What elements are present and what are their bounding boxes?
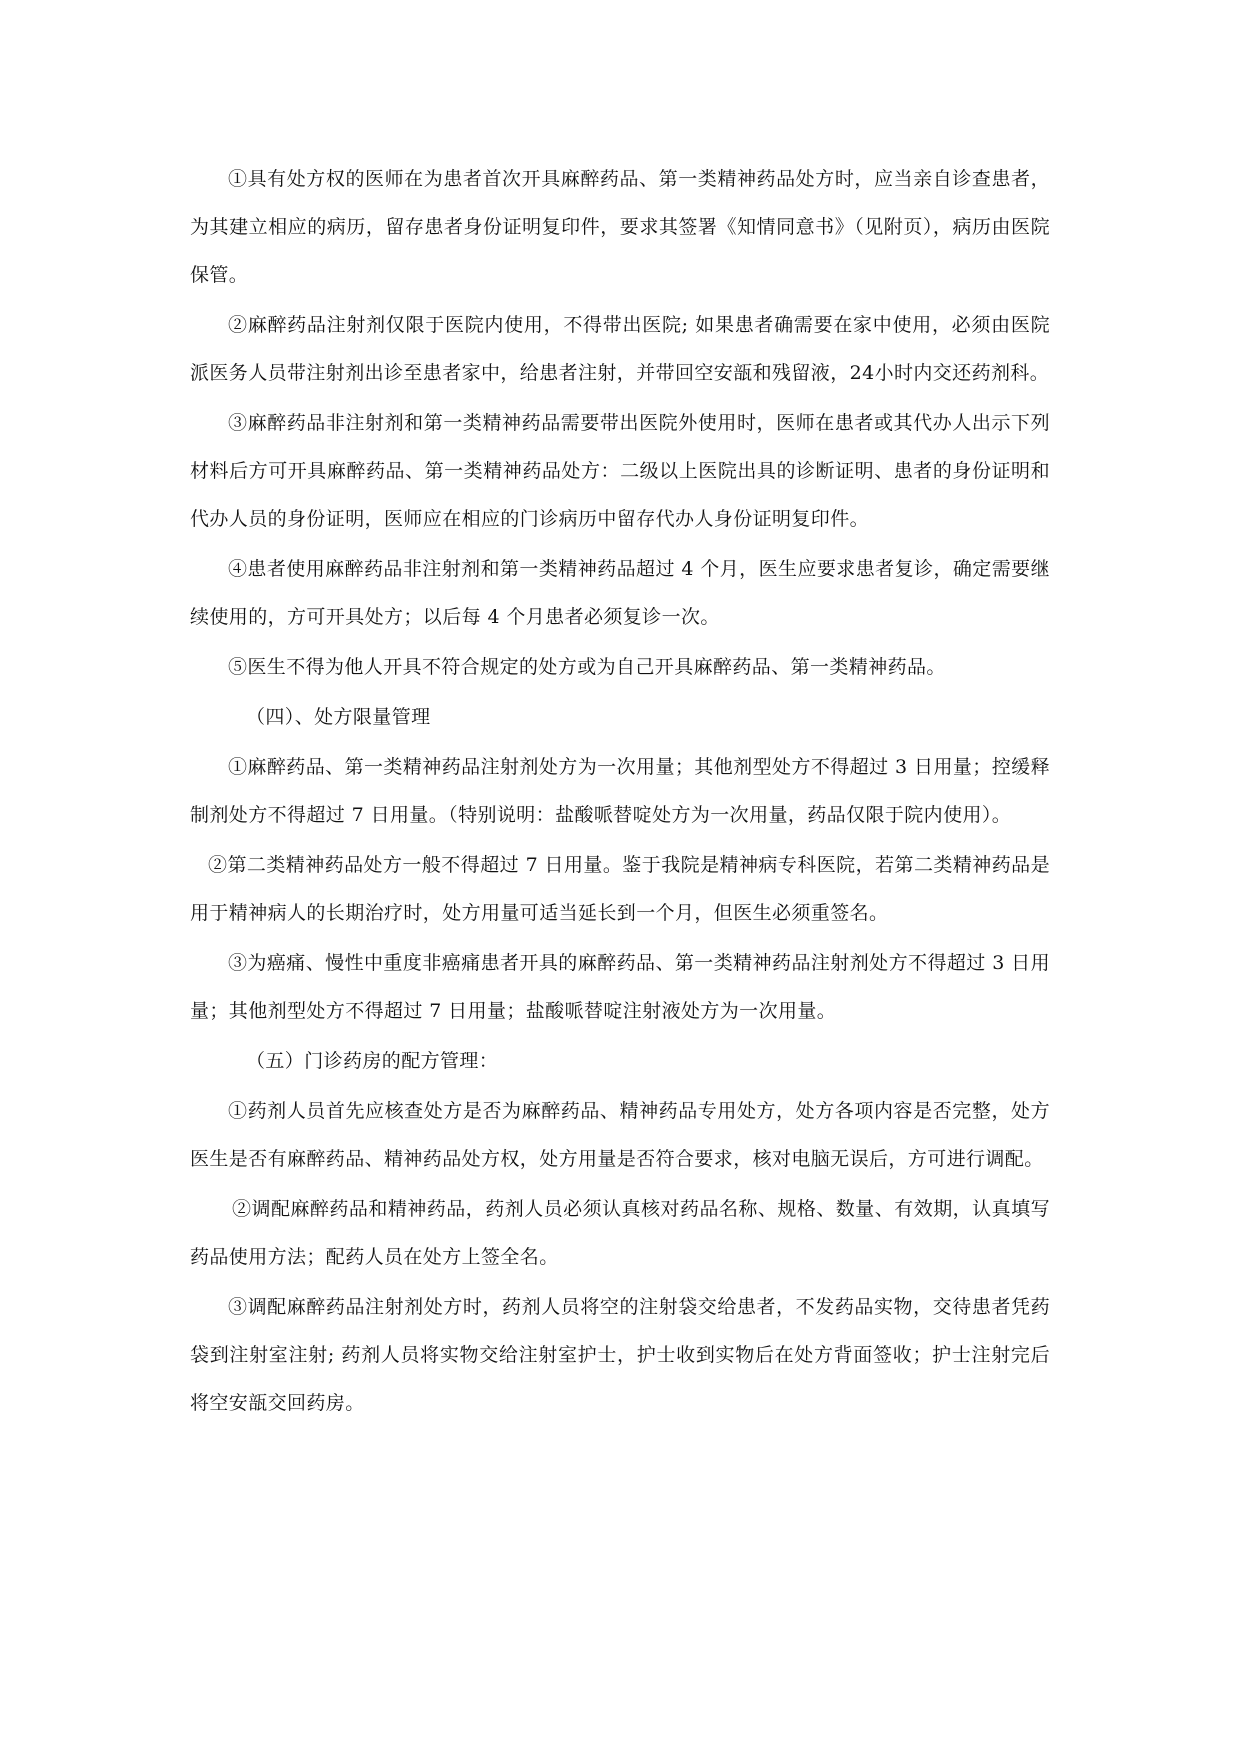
section-heading-pharmacy-dispensing: （五）门诊药房的配方管理：	[246, 1050, 499, 1072]
paragraph-limit-second-class: ②第二类精神药品处方一般不得超过 7 日用量。鉴于我院是精神病专科医院，若第二类精神药品是用于精神病人的长期治疗时，处方用量可适当延长到一个月，但医生必须重签名。	[190, 854, 1050, 924]
paragraph-no-improper-prescription: ⑤医生不得为他人开具不符合规定的处方或为自己开具麻醉药品、第一类精神药品。	[228, 656, 946, 678]
document-body	[190, 155, 1050, 1429]
paragraph-first-prescription-rule: ①具有处方权的医师在为患者首次开具麻醉药品、第一类精神药品处方时，应当亲自诊查患者，为其建立相应的病历，留存患者身份证明复印件，要求其签署《知情同意书》（见附页），病历由医院保管。	[190, 168, 1050, 286]
paragraph-dispensing-verify: ②调配麻醉药品和精神药品，药剂人员必须认真核对药品名称、规格、数量、有效期，认真填写药品使用方法；配药人员在处方上签全名。	[190, 1198, 1050, 1268]
paragraph-four-month-review: ④患者使用麻醉药品非注射剂和第一类精神药品超过 4 个月，医生应要求患者复诊，确定需要继续使用的，方可开具处方；以后每 4 个月患者必须复诊一次。	[190, 558, 1050, 628]
paragraph-injection-hospital-only: ②麻醉药品注射剂仅限于医院内使用，不得带出医院; 如果患者确需要在家中使用，必须由医院派医务人员带注射剂出诊至患者家中，给患者注射，并带回空安瓿和残留液，24小时内交还药剂科。	[190, 314, 1050, 384]
paragraph-limit-cancer-pain: ③为癌痛、慢性中重度非癌痛患者开具的麻醉药品、第一类精神药品注射剂处方不得超过 3 日用量；其他剂型处方不得超过 7 日用量；盐酸哌替啶注射液处方为一次用量。	[190, 952, 1050, 1022]
section-heading-prescription-limits: （四）、处方限量管理	[246, 706, 431, 728]
paragraph-outside-use-materials: ③麻醉药品非注射剂和第一类精神药品需要带出医院外使用时，医师在患者或其代办人出示下列材料后方可开具麻醉药品、第一类精神药品处方：二级以上医院出具的诊断证明、患者的身份证明和代办人员的身份证明，医师应在相应的门诊病历中留存代办人身份证明复印件。	[190, 412, 1050, 530]
paragraph-dispensing-injection: ③调配麻醉药品注射剂处方时，药剂人员将空的注射袋交给患者，不发药品实物，交待患者凭药袋到注射室注射; 药剂人员将实物交给注射室护士，护士收到实物后在处方背面签收；护士注射完后将空安瓿交回药房。	[190, 1296, 1050, 1414]
paragraph-limit-first-class: ①麻醉药品、第一类精神药品注射剂处方为一次用量；其他剂型处方不得超过 3 日用量；控缓释制剂处方不得超过 7 日用量。（特别说明：盐酸哌替啶处方为一次用量，药品仅限于院内使用）。	[190, 756, 1050, 826]
paragraph-dispensing-check: ①药剂人员首先应核查处方是否为麻醉药品、精神药品专用处方，处方各项内容是否完整，处方医生是否有麻醉药品、精神药品处方权，处方用量是否符合要求，核对电脑无误后，方可进行调配。	[190, 1100, 1050, 1170]
